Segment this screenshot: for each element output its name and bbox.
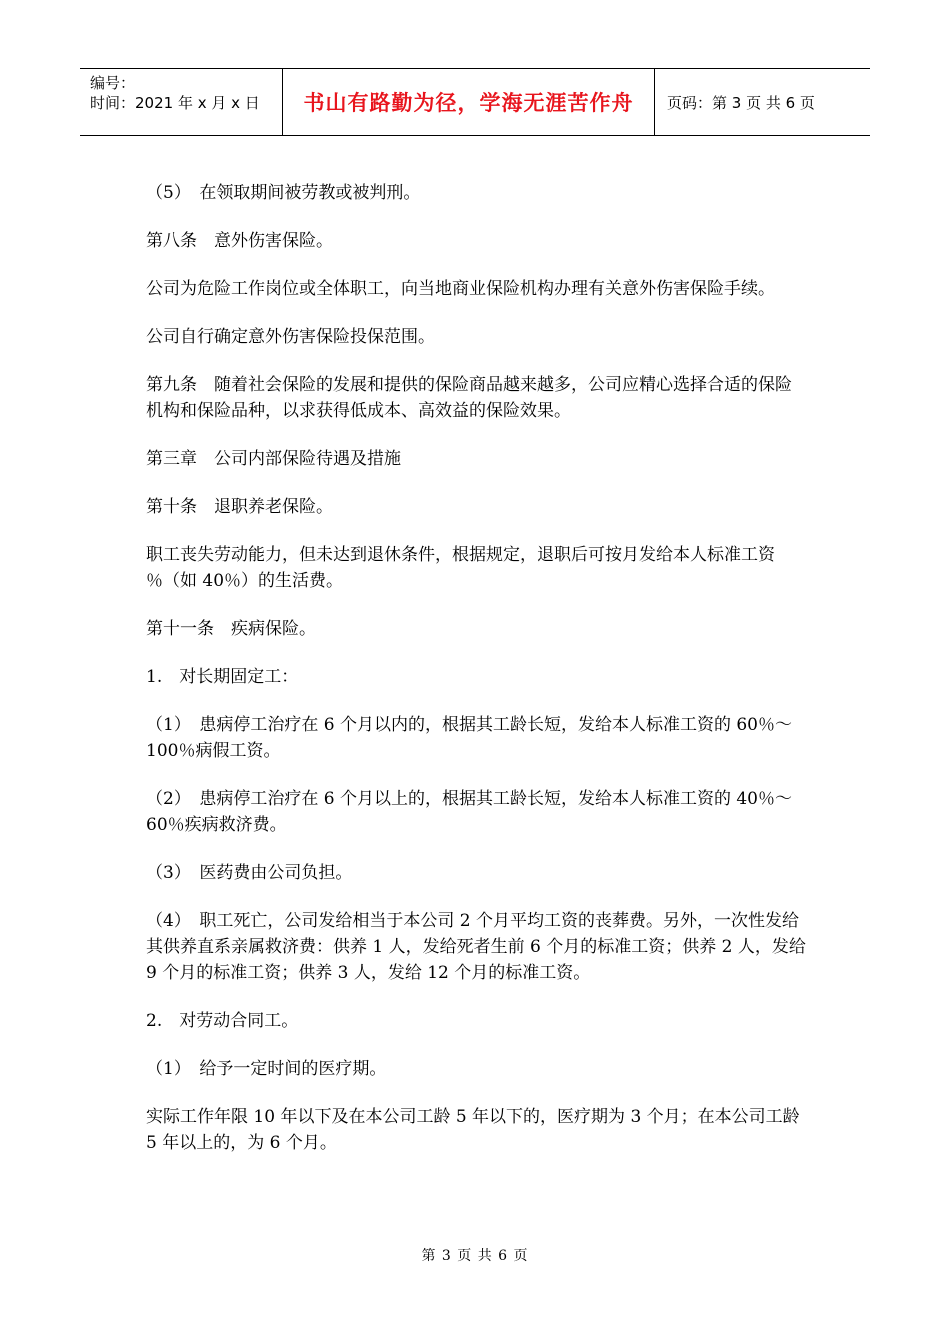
list-heading: 2. 对劳动合同工。 xyxy=(146,1011,299,1031)
paragraph: （5） 在领取期间被劳教或被判刑。 xyxy=(146,183,421,203)
list-item: （3） 医药费由公司负担。 xyxy=(146,863,353,883)
list-item: （1） 患病停工治疗在 6 个月以内的，根据其工龄长短，发给本人标准工资的 60％～100％病假工资。 xyxy=(146,715,792,761)
paragraph: 公司为危险工作岗位或全体职工，向当地商业保险机构办理有关意外伤害保险手续。 xyxy=(146,279,775,299)
header-page-info: 页码：第 3 页 共 6 页 xyxy=(667,93,815,112)
paragraph: 公司自行确定意外伤害保险投保范围。 xyxy=(146,327,435,347)
list-item: （4） 职工死亡，公司发给相当于本公司 2 个月平均工资的丧葬费。另外，一次性发给其供养直系亲属救济费：供养 1 人，发给死者生前 6 个月的标准工资；供养 2 人，发给 9 个月的标准工资；供养 3 人，发给 12 个月的标准工资。 xyxy=(146,911,812,983)
article-heading: 第八条 意外伤害保险。 xyxy=(146,231,333,251)
list-item: （1） 给予一定时间的医疗期。 xyxy=(146,1059,387,1079)
paragraph: 职工丧失劳动能力，但未达到退休条件，根据规定，退职后可按月发给本人标准工资 ％（如 40％）的生活费。 xyxy=(146,545,792,591)
article-heading: 第十一条 疾病保险。 xyxy=(146,619,316,639)
document-number: 编号： xyxy=(90,74,136,92)
page-header xyxy=(80,68,870,136)
document-date: 时间：2021 年 x 月 x 日 xyxy=(90,94,260,112)
chapter-heading: 第三章 公司内部保险待遇及措施 xyxy=(146,449,401,469)
article-heading: 第十条 退职养老保险。 xyxy=(146,497,333,517)
document-body xyxy=(146,180,812,1178)
page-footer: 第 3 页 共 6 页 xyxy=(421,1248,529,1264)
list-heading: 1. 对长期固定工： xyxy=(146,667,299,687)
list-item: （2） 患病停工治疗在 6 个月以上的，根据其工龄长短，发给本人标准工资的 40％～60％疾病救济费。 xyxy=(146,789,792,835)
paragraph: 第九条 随着社会保险的发展和提供的保险商品越来越多，公司应精心选择合适的保险机构和保险品种，以求获得低成本、高效益的保险效果。 xyxy=(146,375,792,421)
header-motto: 书山有路勤为径，学海无涯苦作舟 xyxy=(282,69,655,135)
header-meta xyxy=(80,69,282,135)
paragraph: 实际工作年限 10 年以下及在本公司工龄 5 年以下的，医疗期为 3 个月；在本公司工龄 5 年以上的，为 6 个月。 xyxy=(146,1107,806,1153)
